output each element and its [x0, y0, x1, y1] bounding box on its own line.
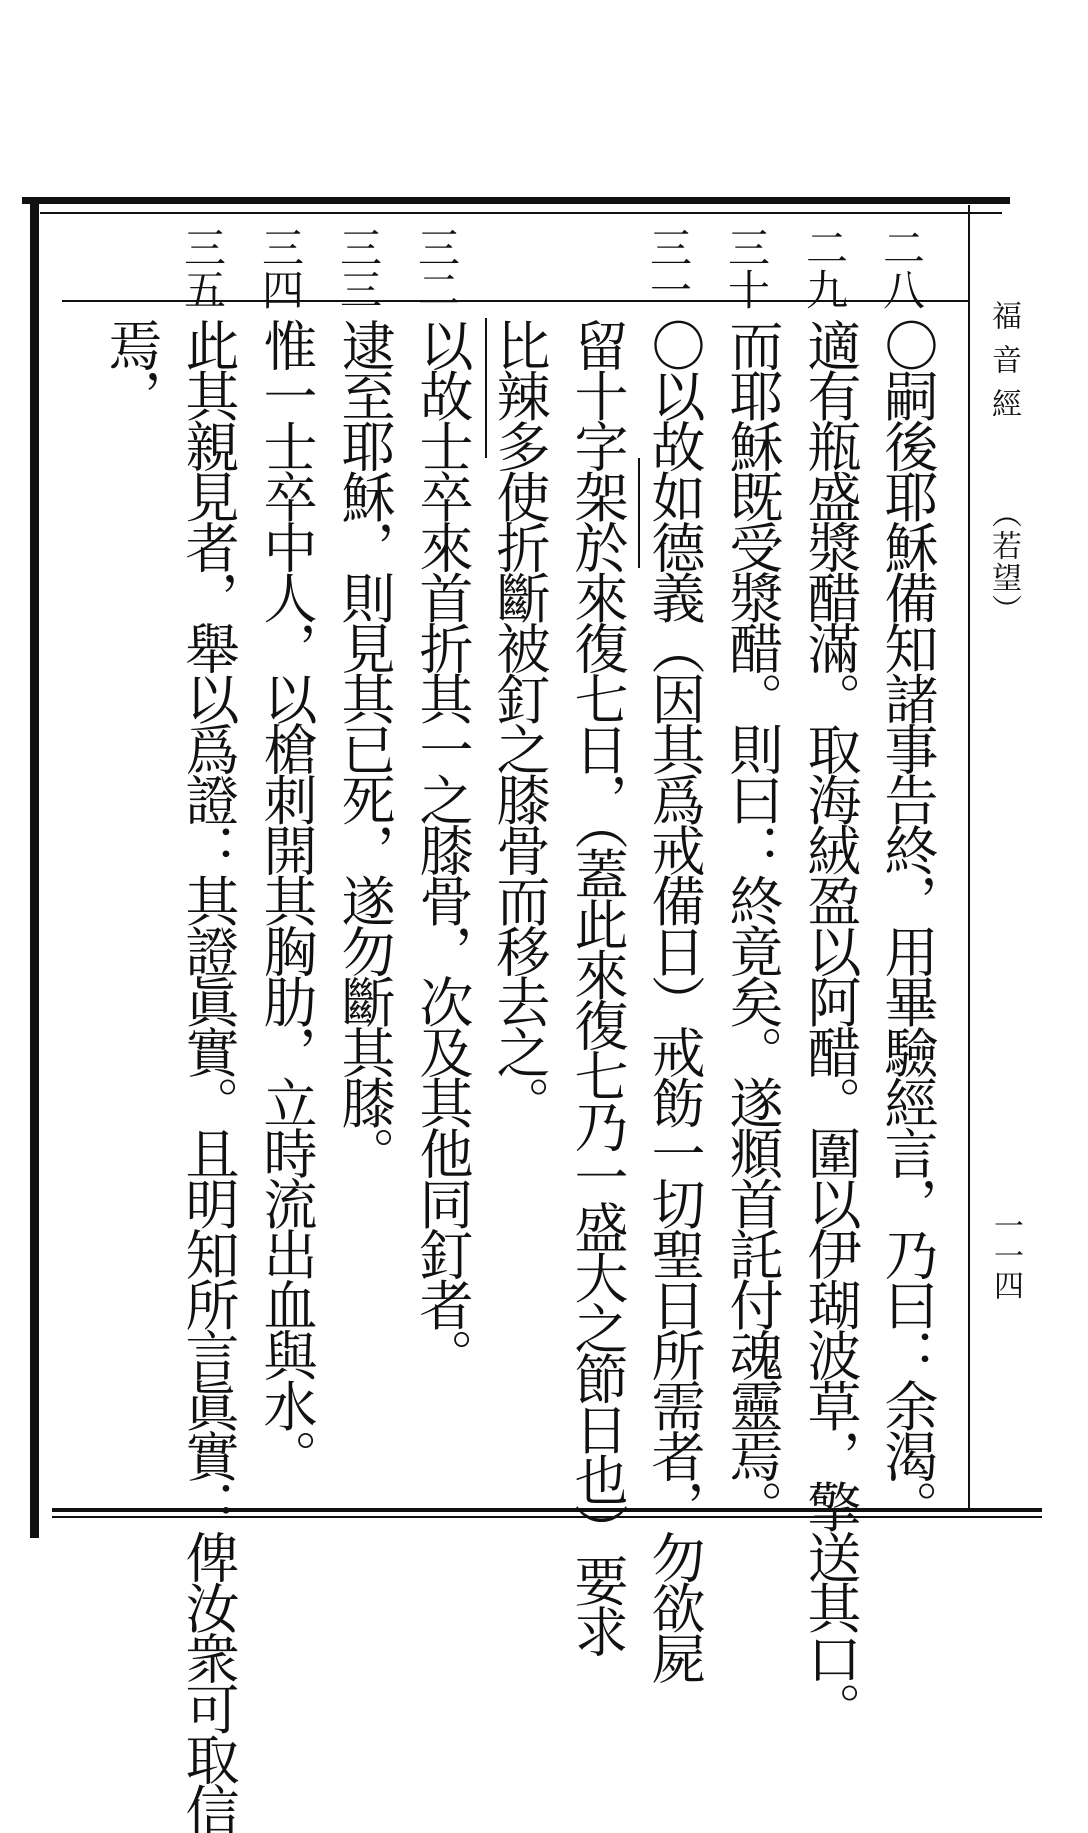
- left-border: [30, 200, 39, 1538]
- proper-noun-mark: [485, 318, 487, 458]
- verse-number: 二八: [877, 226, 926, 310]
- verse-text: 留十字架於來復七日，（蓋此來復七乃一盛大之節日也）要求: [566, 318, 629, 1655]
- verse-text: 逮至耶穌，則見其已死，遂勿斷其膝。: [333, 318, 396, 1177]
- verse-text: 以故士卒來首折其一之膝骨，次及其他同釘者。: [411, 318, 474, 1379]
- verse-text: 惟一士卒中人，以槍刺開其胸肋，立時流出血與水。: [255, 318, 318, 1480]
- verse-text: 焉，: [100, 318, 163, 419]
- running-title: 福音經: [986, 300, 1021, 432]
- verse-number: 三四: [256, 226, 305, 310]
- verse-number: 二九: [800, 226, 849, 310]
- verse-text: 適有瓶盛漿醋滿。取海絨盈以阿醋。圍以伊瑚波草，擎送其口。: [799, 318, 862, 1732]
- verse-text: 此其親見者，舉以爲證：其證眞實。且明知所言眞實：俾汝衆可取信: [177, 318, 240, 1833]
- proper-noun-mark: [638, 458, 640, 568]
- top-border: [22, 197, 1010, 204]
- running-subtitle: （若望）: [986, 498, 1021, 626]
- verse-text: 〇以故如德義（因其爲戒備日）戒飭一切聖日所需者，勿欲屍: [643, 318, 706, 1682]
- verse-number: 三三: [334, 226, 383, 310]
- verse-number: 三一: [644, 226, 693, 310]
- verse-text: 比辣多使折斷被釘之膝骨而移去之。: [488, 318, 551, 1126]
- verse-text: 〇嗣後耶穌備知諸事告終，用畢驗經言，乃曰：余渴。: [876, 318, 939, 1530]
- top-border-inner: [40, 212, 1002, 214]
- page-number: 一一四: [988, 1210, 1023, 1300]
- right-border: [968, 205, 970, 1510]
- verse-text: 而耶穌既受漿醋。則曰：終竟矣。遂頫首託付魂靈焉。: [721, 318, 784, 1530]
- verse-number: 三二: [412, 226, 461, 310]
- verse-number: 三十: [722, 226, 771, 310]
- verse-number: 三五: [178, 226, 227, 310]
